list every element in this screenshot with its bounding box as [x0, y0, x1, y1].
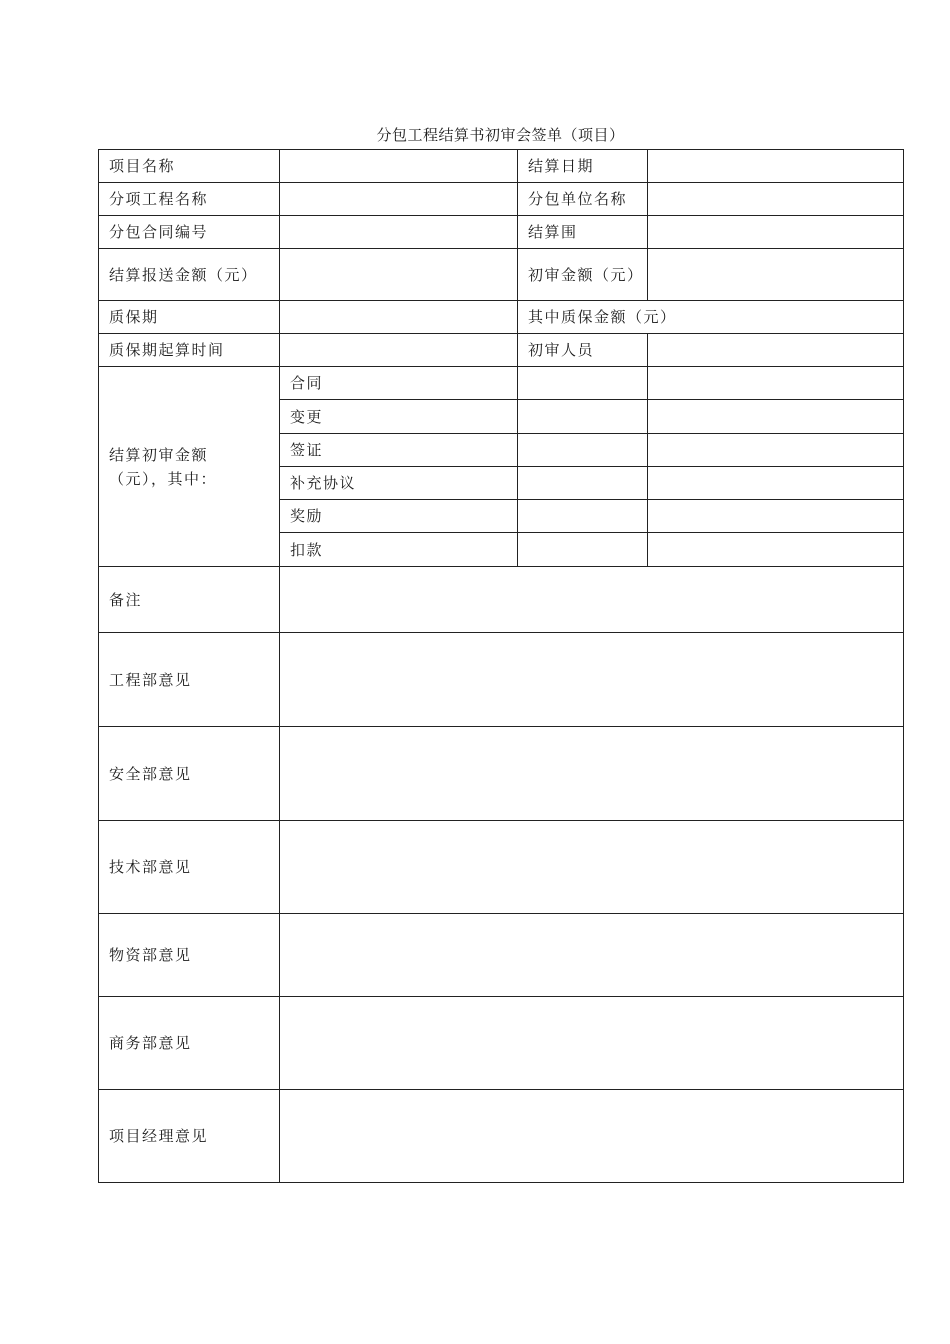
warranty-start-value[interactable] [280, 334, 518, 367]
breakdown-visa-amount[interactable] [518, 434, 648, 467]
breakdown-change-note[interactable] [648, 400, 904, 434]
settlement-scope-value[interactable] [648, 216, 904, 249]
settlement-date-label: 结算日期 [518, 150, 648, 183]
warranty-start-label: 质保期起算时间 [99, 334, 280, 367]
row-opinion-safety [99, 727, 904, 821]
opinion-technical-value[interactable] [280, 821, 904, 914]
form-title: 分包工程结算书初审会签单（项目） [376, 126, 625, 144]
row-sub-project [99, 183, 904, 216]
row-opinion-project-manager [99, 1090, 904, 1183]
subcontractor-name-value[interactable] [648, 183, 904, 216]
subcontractor-name-label: 分包单位名称 [518, 183, 648, 216]
contract-no-label: 分包合同编号 [99, 216, 280, 249]
row-opinion-commercial [99, 997, 904, 1090]
submitted-amount-label: 结算报送金额（元） [99, 249, 280, 301]
breakdown-deduction-note[interactable] [648, 533, 904, 567]
breakdown-deduction-amount[interactable] [518, 533, 648, 567]
warranty-period-label: 质保期 [99, 301, 280, 334]
reviewer-label: 初审人员 [518, 334, 648, 367]
breakdown-contract-note[interactable] [648, 367, 904, 400]
opinion-project-manager-label: 项目经理意见 [99, 1090, 280, 1183]
signoff-form-table [98, 149, 904, 1183]
contract-no-value[interactable] [280, 216, 518, 249]
remarks-label: 备注 [99, 567, 280, 633]
row-warranty [99, 301, 904, 334]
project-name-value[interactable] [280, 150, 518, 183]
breakdown-item-visa: 签证 [280, 434, 518, 467]
settlement-scope-label: 结算围 [518, 216, 648, 249]
breakdown-item-change: 变更 [280, 400, 518, 434]
opinion-materials-value[interactable] [280, 914, 904, 997]
opinion-engineering-value[interactable] [280, 633, 904, 727]
warranty-amount-label: 其中质保金额（元） [518, 301, 904, 334]
sub-project-name-label: 分项工程名称 [99, 183, 280, 216]
settlement-date-value[interactable] [648, 150, 904, 183]
breakdown-item-reward: 奖励 [280, 500, 518, 533]
opinion-safety-value[interactable] [280, 727, 904, 821]
row-opinion-technical [99, 821, 904, 914]
row-opinion-materials [99, 914, 904, 997]
row-contract-no [99, 216, 904, 249]
row-amounts [99, 249, 904, 301]
breakdown-supplement-note[interactable] [648, 467, 904, 500]
initial-review-amount-value[interactable] [648, 249, 904, 301]
breakdown-change-amount[interactable] [518, 400, 648, 434]
row-breakdown-contract [99, 367, 904, 400]
row-opinion-engineering [99, 633, 904, 727]
remarks-value[interactable] [280, 567, 904, 633]
row-warranty-start [99, 334, 904, 367]
breakdown-visa-note[interactable] [648, 434, 904, 467]
breakdown-reward-note[interactable] [648, 500, 904, 533]
sub-project-name-value[interactable] [280, 183, 518, 216]
warranty-period-value[interactable] [280, 301, 518, 334]
breakdown-item-supplement: 补充协议 [280, 467, 518, 500]
breakdown-supplement-amount[interactable] [518, 467, 648, 500]
opinion-commercial-label: 商务部意见 [99, 997, 280, 1090]
breakdown-contract-amount[interactable] [518, 367, 648, 400]
opinion-technical-label: 技术部意见 [99, 821, 280, 914]
initial-review-amount-label: 初审金额（元） [518, 249, 648, 301]
row-remarks [99, 567, 904, 633]
reviewer-value[interactable] [648, 334, 904, 367]
breakdown-item-deduction: 扣款 [280, 533, 518, 567]
opinion-materials-label: 物资部意见 [99, 914, 280, 997]
breakdown-item-contract: 合同 [280, 367, 518, 400]
project-name-label: 项目名称 [99, 150, 280, 183]
submitted-amount-value[interactable] [280, 249, 518, 301]
opinion-engineering-label: 工程部意见 [99, 633, 280, 727]
opinion-project-manager-value[interactable] [280, 1090, 904, 1183]
row-project-name [99, 150, 904, 183]
review-amount-breakdown-label: 结算初审金额（元），其中： [99, 367, 280, 567]
opinion-commercial-value[interactable] [280, 997, 904, 1090]
opinion-safety-label: 安全部意见 [99, 727, 280, 821]
breakdown-reward-amount[interactable] [518, 500, 648, 533]
